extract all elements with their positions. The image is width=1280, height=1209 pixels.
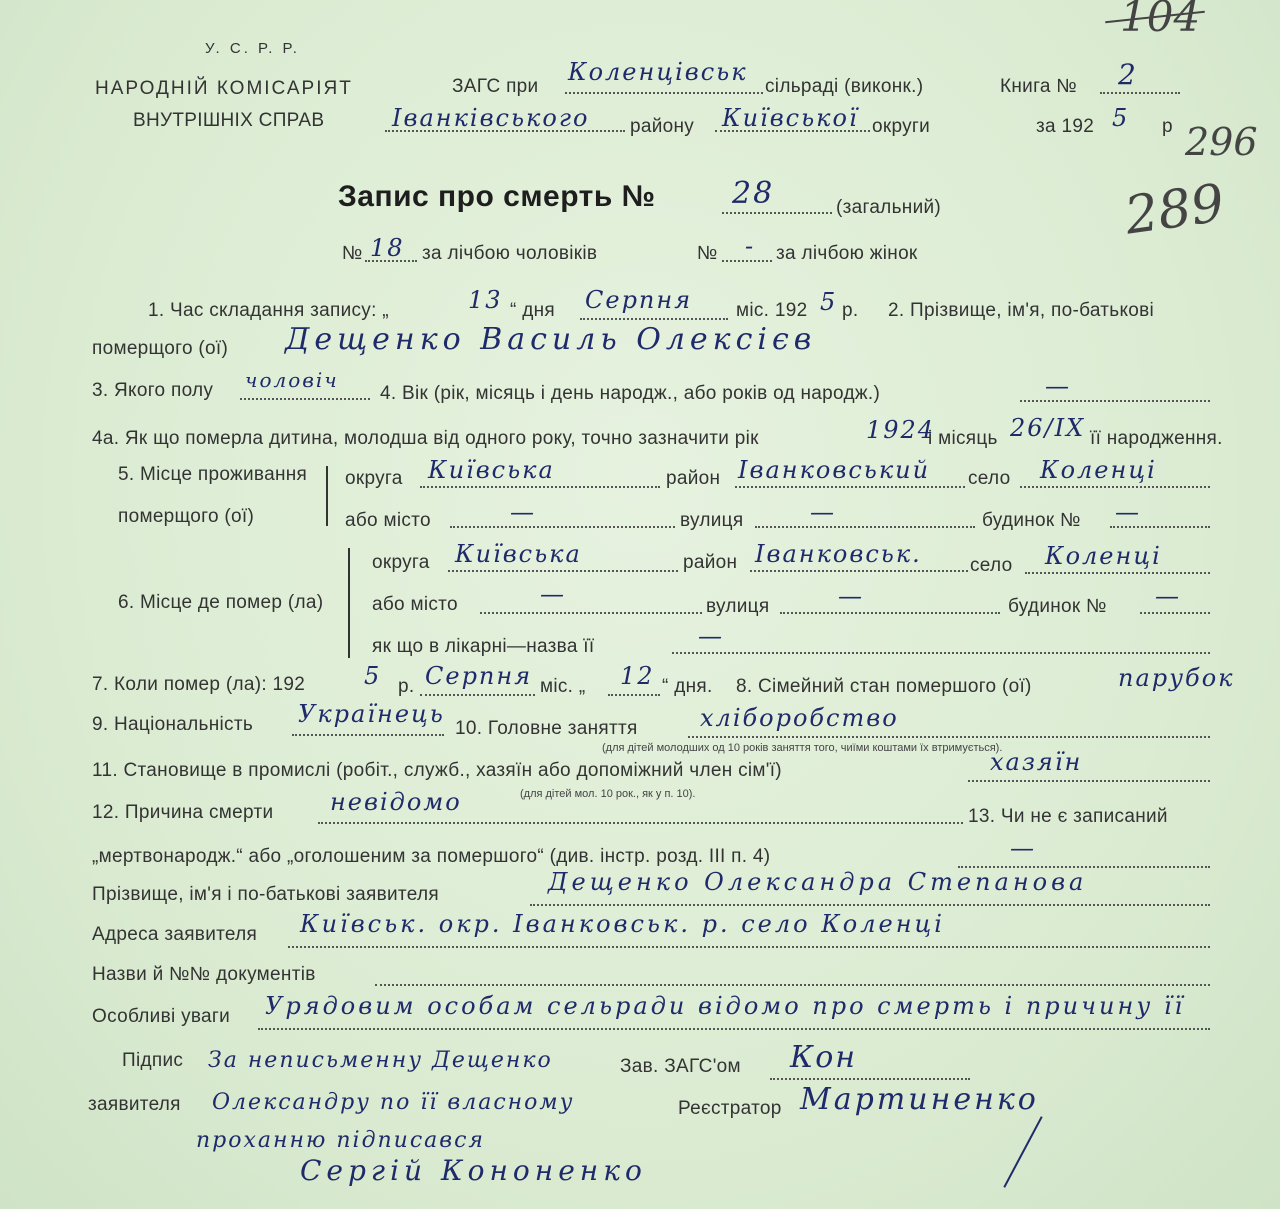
f11-note: (для дітей мол. 10 рок., як у п. 10).	[520, 788, 696, 800]
archive-number-low: 289	[1121, 173, 1228, 247]
council-suffix: сільраді (виконк.)	[765, 76, 924, 97]
f6-brace	[348, 548, 350, 658]
f4a-label: 4а. Як що померла дитина, молодша від одного року, точно зазначити рік	[92, 428, 759, 449]
record-number: 28	[732, 176, 775, 211]
f7-month: Серпня	[425, 662, 533, 690]
f5-misto-label: або місто	[345, 510, 431, 531]
f6-budynok-label: будинок №	[1008, 596, 1107, 617]
f8-value: парубок	[1118, 664, 1235, 692]
female-prefix: №	[697, 243, 718, 264]
f6-selo: Коленці	[1045, 542, 1162, 570]
f9-value: Українець	[298, 700, 445, 728]
f6-label: 6. Місце де помер (ла)	[118, 592, 324, 613]
f1-day: 13	[468, 286, 503, 314]
f6-raion-line	[750, 570, 968, 572]
male-prefix: №	[342, 243, 363, 264]
f6-selo-line	[1025, 572, 1210, 574]
female-line	[722, 260, 772, 262]
f3-line	[240, 398, 370, 400]
commissariat-line2: ВНУТРІШНІХ СПРАВ	[133, 110, 325, 131]
remarks-value: Урядовим особам сельради відомо про смерть і причину її	[265, 992, 1186, 1020]
f1-label: 1. Час складання запису: „	[148, 300, 389, 321]
f6-misto: —	[540, 580, 566, 608]
f7-day-line	[608, 694, 660, 696]
f5-label1: 5. Місце проживання	[118, 464, 308, 485]
district-value: Іванківського	[392, 104, 590, 132]
f10-note: (для дітей молодших од 10 років заняття того, чиїми коштами їх втримується).	[602, 742, 1003, 754]
f4a-year: 1924	[866, 416, 936, 444]
f5-selo-label: село	[968, 468, 1011, 489]
f13-value: —	[1010, 834, 1036, 862]
year-suffix: р	[1162, 116, 1173, 137]
book-label: Книга №	[1000, 76, 1078, 97]
f4a-month: 26/IX	[1010, 414, 1086, 442]
declarant-sig-line4: Сергій Кононенко	[300, 1154, 647, 1187]
f6-selo-label: село	[970, 555, 1013, 576]
f4a-suffix: її народження.	[1090, 428, 1223, 449]
f5-selo-line	[1020, 486, 1210, 488]
f5-okrug-line	[420, 486, 660, 488]
f1-day-suffix: “ дня	[510, 300, 555, 321]
f5-budynok-label: будинок №	[982, 510, 1081, 531]
f1-month: Серпня	[585, 286, 693, 314]
f6-vulytsia: —	[838, 582, 864, 610]
f10-value: хліборобство	[700, 704, 899, 732]
f10-label: 10. Головне заняття	[455, 718, 638, 739]
f5-misto: —	[510, 498, 536, 526]
f2-value: Дещенко Василь Олексієв	[285, 322, 817, 357]
f12-value: невідомо	[330, 788, 462, 816]
f5-vulytsia-label: вулиця	[680, 510, 744, 531]
f6-okrug: Київська	[455, 540, 582, 568]
declarant-addr: Київськ. окр. Іванковськ. р. село Коленці	[300, 910, 945, 938]
f11-value: хазяїн	[990, 748, 1083, 776]
record-title: Запис про смерть №	[338, 180, 656, 213]
village-value: Коленцівськ	[568, 58, 748, 86]
f4-value: —	[1045, 372, 1071, 400]
zags-head-signature: Кон	[790, 1040, 858, 1075]
okrug-line	[715, 130, 870, 132]
declarant-sig-line2: Олександру по її власному	[212, 1090, 575, 1115]
f7-year: 5	[364, 662, 382, 690]
registrar-label: Реєстратор	[678, 1098, 782, 1119]
book-line	[1100, 92, 1180, 94]
f6-likarnia-line	[672, 652, 1210, 654]
archive-number-top: 104	[1120, 0, 1201, 41]
f6-budynok: —	[1155, 582, 1181, 610]
f7-day-suffix: “ дня.	[662, 676, 713, 697]
f5-raion-label: район	[666, 468, 721, 489]
f3-label: 3. Якого полу	[92, 380, 214, 401]
signature-flourish	[1003, 1116, 1042, 1188]
f2-label: 2. Прізвище, ім'я, по-батькові	[888, 300, 1155, 321]
f5-vulytsia-line	[755, 526, 975, 528]
f5-misto-line	[450, 526, 675, 528]
declarant-name-label: Прізвище, ім'я і по-батькові заявителя	[92, 884, 439, 905]
f7-day: 12	[620, 662, 655, 690]
f7-r: р.	[398, 676, 415, 697]
f13-label: 13. Чи не є записаний	[968, 806, 1168, 827]
registrar-signature: Мартиненко	[800, 1082, 1039, 1117]
okrug-label: округи	[872, 116, 931, 137]
f6-vulytsia-line	[780, 612, 1000, 614]
book-number: 2	[1118, 58, 1138, 91]
f6-okrug-line	[448, 570, 678, 572]
f5-selo: Коленці	[1040, 456, 1157, 484]
f1-month-suffix: міс. 192	[736, 300, 808, 321]
f6-likarnia-label: як що в лікарні—назва її	[372, 636, 595, 657]
f6-okrug-label: округа	[372, 552, 430, 573]
okrug-value: Київської	[722, 104, 859, 132]
female-number: -	[745, 232, 756, 260]
f7-month-line	[420, 694, 535, 696]
zags-head-label: Зав. ЗАГС'ом	[620, 1056, 741, 1077]
remarks-line	[258, 1028, 1210, 1030]
record-number-line	[722, 212, 832, 214]
f10-line	[688, 736, 1210, 738]
f6-likarnia: —	[698, 622, 724, 650]
f9-line	[292, 734, 444, 736]
f5-vulytsia: —	[810, 498, 836, 526]
docs-line	[375, 984, 1210, 986]
f5-okrug-label: округа	[345, 468, 403, 489]
village-line	[565, 92, 763, 94]
f5-raion-line	[735, 486, 965, 488]
f4-label: 4. Вік (рік, місяць і день народж., або років од народж.)	[380, 383, 881, 404]
zags-head-line	[770, 1078, 970, 1080]
female-label: за лічбою жінок	[776, 243, 918, 264]
f5-budynok: —	[1115, 498, 1141, 526]
male-label: за лічбою чоловіків	[422, 243, 598, 264]
f2-label2: померщого (ої)	[92, 338, 229, 359]
district-label: району	[630, 116, 695, 137]
commissariat-line1: НАРОДНІЙ КОМІСАРІЯТ	[95, 78, 353, 99]
f3-value: чоловіч	[245, 368, 339, 392]
f5-label2: померщого (ої)	[118, 506, 255, 527]
f13-label2: „мертвонародж.“ або „оголошеним за помершого“ (див. інстр. розд. III п. 4)	[92, 846, 771, 867]
f9-label: 9. Національність	[92, 714, 254, 735]
f11-line	[968, 780, 1210, 782]
f6-vulytsia-label: вулиця	[706, 596, 770, 617]
declarant-addr-line	[288, 946, 1210, 948]
f6-misto-line	[480, 612, 702, 614]
declarant-sig-label2: заявителя	[88, 1094, 181, 1115]
f12-label: 12. Причина смерти	[92, 802, 274, 823]
declarant-name: Дещенко Олександра Степанова	[548, 868, 1088, 896]
ussr-label: У. С. Р. Р.	[205, 40, 300, 57]
f1-year-suffix: р.	[842, 300, 859, 321]
declarant-sig-line1: За неписьменну Дещенко	[208, 1048, 553, 1073]
declarant-sig-label1: Підпис	[122, 1050, 184, 1071]
year-label: за 192	[1036, 116, 1095, 137]
f4-line	[1020, 400, 1210, 402]
f8-label: 8. Сімейний стан помершого (ої)	[736, 676, 1032, 697]
f7-mis: міс. „	[540, 676, 586, 697]
f5-budynok-line	[1110, 526, 1210, 528]
male-line	[365, 260, 417, 262]
f12-line	[318, 822, 963, 824]
f11-label: 11. Становище в промислі (робіт., служб., хазяїн або допоміжний член сім'ї)	[92, 760, 782, 781]
f5-okrug: Київська	[428, 456, 555, 484]
f6-budynok-line	[1140, 612, 1210, 614]
f5-raion: Іванковський	[738, 456, 931, 484]
docs-label: Назви й №№ документів	[92, 964, 316, 985]
general-label: (загальний)	[836, 197, 942, 218]
f6-raion: Іванковськ.	[755, 540, 922, 568]
f4a-month-label: і місяць	[928, 428, 998, 449]
declarant-sig-line3: проханню підписався	[196, 1128, 485, 1153]
district-line	[385, 130, 625, 132]
male-number: 18	[370, 234, 405, 262]
f6-misto-label: або місто	[372, 594, 458, 615]
f7-label: 7. Коли помер (ла): 192	[92, 674, 306, 695]
year-digit: 5	[1112, 104, 1130, 132]
f1-month-line	[580, 318, 728, 320]
declarant-addr-label: Адреса заявителя	[92, 924, 258, 945]
f6-raion-label: район	[683, 552, 738, 573]
archive-number-mid: 296	[1185, 120, 1258, 164]
declarant-name-line	[530, 904, 1210, 906]
zags-prefix: ЗАГС при	[452, 76, 539, 97]
f1-year: 5	[820, 288, 838, 316]
remarks-label: Особливі уваги	[92, 1006, 231, 1027]
f5-brace	[326, 466, 328, 526]
